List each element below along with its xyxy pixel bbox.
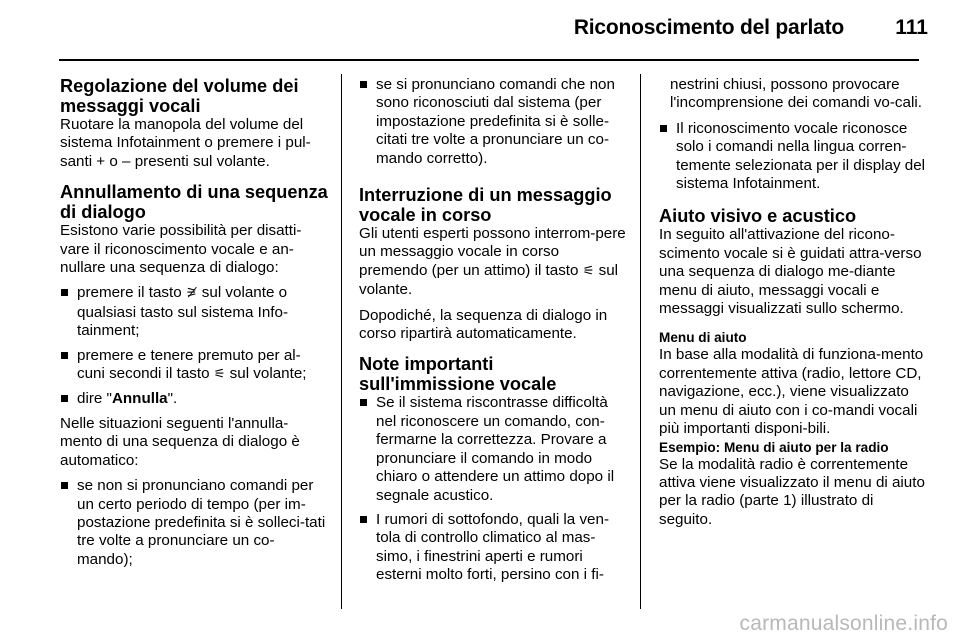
- section-heading: Note importanti sull'immissione vocale: [359, 354, 557, 395]
- paragraph: Esistono varie possibilità per disatti-vare il riconoscimento vocale e an-nullare una sequenza di dialogo:: [60, 222, 302, 277]
- paragraph: Dopodiché, la sequenza di dialogo in corso ripartirà automaticamente.: [359, 306, 608, 343]
- watermark: carmanualsonline.info: [739, 612, 948, 635]
- section-heading: Annullamento di una sequenza di dialogo: [60, 182, 328, 223]
- section-heading: Interruzione di un messaggio vocale in corso: [359, 185, 612, 226]
- column-divider: [640, 74, 641, 609]
- voice-command: Annulla: [111, 390, 168, 408]
- list-item-continuation: nestrini chiusi, possono provocare l'incomprensione dei comandi vo-cali.: [670, 76, 922, 112]
- list-item: premere e tenere premuto per al-cuni secondi il tasto ⚟ sul volante;: [60, 347, 328, 385]
- bullet-list: [659, 120, 927, 194]
- paragraph: In base alla modalità di funziona-mento correntemente attiva (radio, lettore CD, navigazione, ecc.), viene visualizzato un menu di aiuto con i co-mandi vocali più importanti disponi-bili.: [659, 346, 924, 438]
- list-item: Il riconoscimento vocale riconosce solo i comandi nella lingua corren-temente selezionata per il display del sistema Infotainment.: [659, 120, 927, 194]
- voice-button-icon: ⚟: [213, 367, 226, 383]
- section-heading: Regolazione del volume dei messaggi vocali: [60, 76, 299, 116]
- column-2: [359, 76, 627, 591]
- list-item: se non si pronunciano comandi per un certo periodo di tempo (per im-postazione predefinita si è solleci-tati tre volte a pronunciare un co-mando);: [60, 477, 328, 569]
- paragraph: Se la modalità radio è correntemente attiva viene visualizzato il menu di aiuto per la radio (parte 1) illustrato di seguito.: [659, 455, 925, 528]
- list-item: dire "Annulla".: [60, 390, 328, 408]
- paragraph: Nelle situazioni seguenti l'annulla-mento di una sequenza di dialogo è automatico:: [60, 414, 300, 469]
- list-item: Se il sistema riscontrasse difficoltà nel riconoscere un comando, con-fermarne la correttezza. Provare a pronunciare il comando in modo chiaro o attendere un attimo dopo il segnale acustico.: [359, 394, 627, 504]
- page-number: 111: [895, 16, 928, 39]
- column-3: [659, 76, 927, 529]
- voice-button-icon: ⚟: [582, 263, 595, 279]
- bullet-list: [359, 394, 627, 584]
- column-divider: [341, 74, 342, 609]
- bullet-list: [60, 477, 328, 569]
- page-title: Riconoscimento del parlato: [573, 16, 844, 39]
- paragraph: In seguito all'attivazione del ricono-scimento vocale si è guidati attra-verso una sequenza di dialogo me-diante menu di aiuto, messaggi vocali e messaggi visualizzati sullo schermo.: [659, 226, 922, 318]
- subsection-heading: Esempio: Menu di aiuto per la radio: [659, 439, 889, 455]
- list-item: premere il tasto ⚞̸ sul volante o qualsiasi tasto sul sistema Info-tainment;: [60, 284, 328, 340]
- header-rule: [59, 59, 919, 61]
- paragraph: Ruotare la manopola del volume del sistema Infotainment o premere i pul-santi + o – presenti sul volante.: [60, 116, 311, 170]
- column-1: [60, 76, 328, 575]
- paragraph: Gli utenti esperti possono interrom-pere un messaggio vocale in corso premendo (per un attimo) il tasto ⚟ sul volante.: [359, 225, 626, 299]
- list-item: se si pronunciano comandi che non sono riconosciuti dal sistema (per impostazione predefinita si è solle-citati tre volte a pronunciare un co-mando corretto).: [359, 76, 627, 168]
- bullet-list: [359, 76, 627, 168]
- list-item: I rumori di sottofondo, quali la ven-tola di controllo climatico al mas-simo, i finestrini aperti e rumori esterni molto forti, persino con i fi-: [359, 511, 627, 585]
- bullet-list: [60, 284, 328, 408]
- mute-talk-icon: ⚞̸: [185, 286, 198, 302]
- subsection-heading: Menu di aiuto: [659, 330, 747, 346]
- section-heading: Aiuto visivo e acustico: [659, 206, 857, 227]
